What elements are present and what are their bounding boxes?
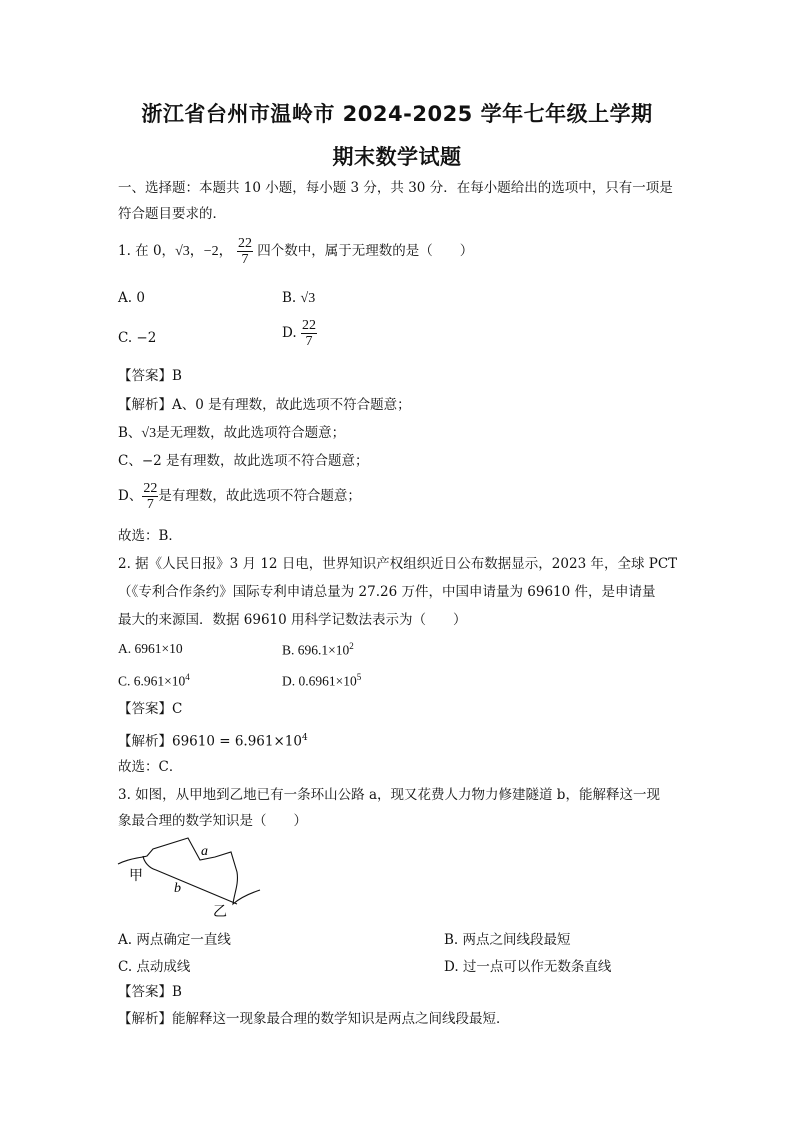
- label-yi: 乙: [213, 904, 227, 920]
- q1-sqrt3: √3: [175, 244, 190, 259]
- q1-option-a: A. 0: [118, 290, 145, 306]
- q1-option-c: C. −2: [118, 330, 157, 346]
- q3-option-d: D. 过一点可以作无数条直线: [444, 959, 612, 975]
- q2-answer: 【答案】C: [118, 701, 183, 717]
- q1-stem-part-c: 四个数中，属于无理数的是（ ）: [257, 243, 474, 259]
- q3-option-a: A. 两点确定一直线: [118, 932, 231, 948]
- explanation-sqrt3: √3: [141, 426, 157, 441]
- explanation-text: 是有理数，故此选项不符合题意；: [158, 488, 361, 504]
- fraction-denominator: 7: [146, 497, 154, 512]
- exponent: 4: [301, 733, 308, 743]
- mountain-road-figure: [115, 832, 265, 922]
- q1-answer: 【答案】B: [118, 368, 182, 384]
- q1-explanation-b: [118, 424, 345, 443]
- q1-option-d: [282, 318, 317, 349]
- q1-option-b: [282, 290, 315, 307]
- q2-option-d: [282, 672, 361, 690]
- q1-choose: 故选：B．: [118, 528, 182, 544]
- label-b: b: [174, 881, 181, 896]
- q1-fraction: [237, 236, 253, 267]
- explanation-prefix: B、: [118, 425, 142, 441]
- q2-option-a: A. 6961×10: [118, 641, 183, 656]
- exam-title: 浙江省台州市温岭市 2024-2025 学年七年级上学期: [141, 102, 653, 126]
- fraction-denominator: 7: [241, 252, 249, 267]
- q1-stem: [118, 236, 473, 267]
- exponent: 4: [185, 672, 190, 682]
- q3-stem-line1: 3. 如图，从甲地到乙地已有一条环山公路 a，现又花费人力物力修建隧道 b，能解释这一现: [118, 787, 660, 803]
- fraction-numerator: 22: [143, 481, 158, 496]
- tunnel-b-line: [143, 856, 237, 904]
- exponent: 5: [356, 672, 362, 682]
- q1-stem-part-a: 1. 在 0，: [118, 243, 176, 259]
- section-heading-line1: 一、选择题：本题共 10 小题，每小题 3 分，共 30 分．在每小题给出的选项中，只有一项是: [118, 180, 673, 196]
- label-jia: 甲: [129, 868, 143, 884]
- option-label: D.: [282, 325, 297, 341]
- q2-explanation: [118, 729, 308, 751]
- option-label: B.: [282, 290, 297, 306]
- option-text: D. 0.6961×10: [282, 673, 357, 689]
- q1-explanation-a: 【解析】A、0 是有理数，故此选项不符合题意；: [118, 397, 411, 413]
- q3-option-c: C. 点动成线: [118, 959, 191, 975]
- option-text: B. 696.1×10: [282, 642, 350, 658]
- q3-stem-line2: 象最合理的数学知识是（ ）: [118, 813, 307, 829]
- fraction-denominator: 7: [305, 334, 313, 349]
- label-a: a: [201, 844, 208, 859]
- q3-answer: 【答案】B: [118, 984, 182, 1000]
- q2-stem-line2: （《专利合作条约》国际专利申请总量为 27.26 万件，中国申请量为 69610 件，是申请量: [118, 584, 656, 600]
- q2-stem-line1: 2. 据《人民日报》3 月 12 日电，世界知识产权组织近日公布数据显示，2023 年，全球 PCT: [118, 556, 678, 572]
- q1-option-d-fraction: [301, 318, 317, 349]
- q1-stem-part-b: ，−2，: [189, 244, 233, 259]
- q1-explanation-d: [118, 481, 361, 512]
- q2-stem-line3: 最大的来源国．数据 69610 用科学记数法表示为（ ）: [118, 612, 467, 628]
- option-value: √3: [300, 291, 316, 306]
- q3-option-b: B. 两点之间线段最短: [444, 932, 571, 948]
- q2-choose: 故选：C．: [118, 759, 183, 775]
- q1-explanation-c: C、−2 是有理数，故此选项不符合题意；: [118, 453, 369, 469]
- option-text: C. 6.961×10: [118, 673, 186, 689]
- section-heading-line2: 符合题目要求的．: [118, 206, 226, 222]
- q2-option-c: [118, 672, 190, 690]
- exponent: 2: [349, 641, 354, 651]
- explanation-text: 是无理数，故此选项符合题意；: [156, 425, 346, 441]
- explanation-prefix: D、: [118, 488, 143, 504]
- explanation-fraction: [142, 481, 158, 512]
- explanation-text: 【解析】69610 = 6.961×10: [118, 733, 302, 750]
- fraction-numerator: 22: [237, 236, 252, 251]
- exam-subtitle: 期末数学试题: [332, 145, 462, 169]
- q3-explanation: 【解析】能解释这一现象最合理的数学知识是两点之间线段最短．: [118, 1011, 510, 1027]
- q2-option-b: [282, 641, 354, 659]
- fraction-numerator: 22: [301, 318, 316, 333]
